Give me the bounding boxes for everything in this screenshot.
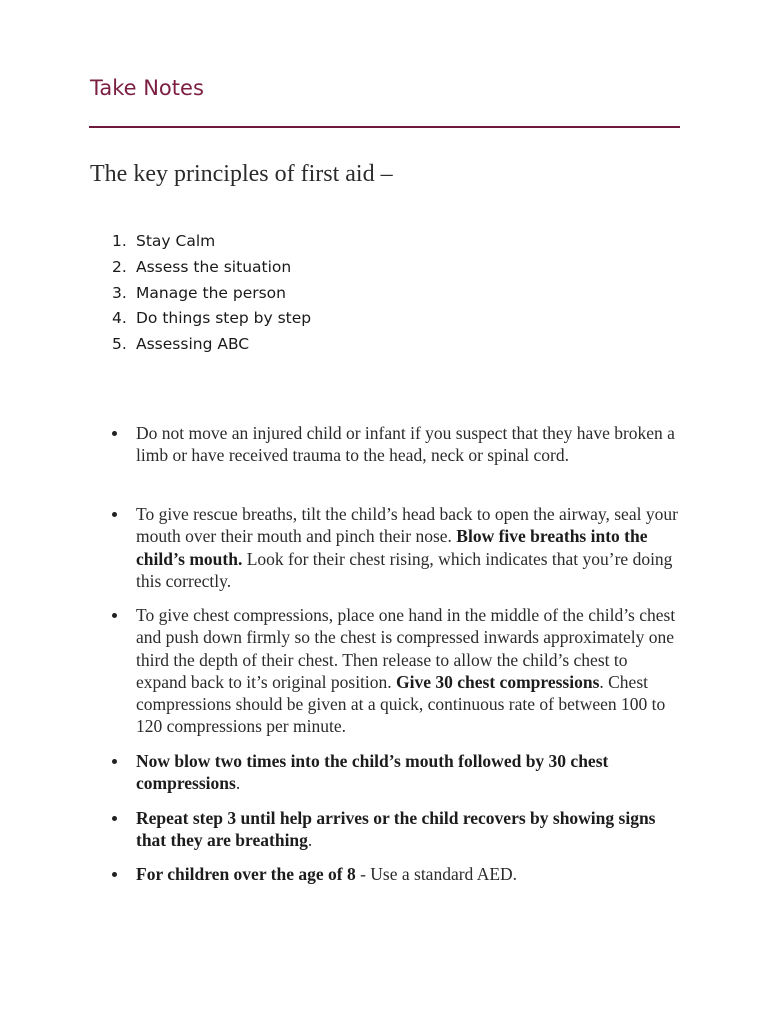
bullet-text [136, 807, 682, 852]
bullet-dot-icon [112, 759, 117, 764]
bullet-item-chest-compressions [112, 604, 682, 738]
bullet-text-plain: . [235, 773, 241, 794]
bullet-text-bold: For children over the age of 8 [136, 864, 356, 884]
bullet-dot-icon [112, 872, 117, 877]
bullet-text-bold: Now blow two times into the child’s mouth followed by 30 chest compressions [136, 751, 609, 794]
bullet-text: Do not move an injured child or infant if you suspect that they have broken a limb or have received trauma to the head, neck or spinal cord. [136, 423, 675, 466]
bullet-item-do-not-move [112, 422, 682, 467]
principle-number: 2. [112, 257, 127, 276]
principle-text: Assess the situation [136, 257, 292, 276]
bullet-text-plain: To give chest compressions, place one hand in the middle of the child’s chest and push down firmly so the chest is compressed inwards approximately one third the depth of their chest. Then release to allow the child’s chest to expand back to it’s original position. [136, 605, 676, 692]
principle-number: 3. [112, 283, 127, 302]
principle-number: 5. [112, 335, 127, 354]
principle-number: 4. [112, 309, 127, 328]
principle-text: Do things step by step [136, 309, 312, 328]
bullet-text [136, 863, 682, 885]
bullet-text-plain: . Chest compressions should be given at a quick, continuous rate of between 100 to 120 compressions per minute. [136, 671, 666, 737]
principle-text: Assessing ABC [136, 335, 250, 354]
bullet-text-bold: Give 30 chest compressions [396, 671, 600, 692]
principle-text: Stay Calm [136, 232, 216, 250]
bullet-text [136, 604, 682, 738]
page-heading: The key principles of first aid – [90, 161, 393, 187]
title-divider [89, 126, 680, 128]
principle-item [112, 281, 311, 307]
bullet-text-bold: Blow five breaths into the child’s mouth. [136, 526, 648, 569]
principle-item [112, 229, 311, 255]
bullet-dot-icon [112, 512, 117, 517]
bullet-text-plain: Look for their chest rising, which indicates that you’re doing this correctly. [136, 548, 673, 591]
bullet-item-rescue-breaths [112, 503, 682, 592]
principle-item [112, 306, 311, 332]
bullet-dot-icon [112, 431, 117, 436]
bullet-text-plain: To give rescue breaths, tilt the child’s head back to open the airway, seal your mouth over their mouth and pinch their nose. [136, 504, 678, 547]
principle-item [112, 332, 311, 358]
bullet-text [136, 503, 682, 592]
bullet-item-aed [112, 863, 682, 885]
bullet-dot-icon [112, 613, 117, 618]
principle-item [112, 255, 311, 281]
bullet-text-bold: Repeat step 3 until help arrives or the child recovers by showing signs that they are breathing [136, 808, 656, 851]
notes-title: Take Notes [90, 76, 204, 100]
bullet-text-plain: . [307, 830, 313, 851]
bullet-dot-icon [112, 816, 117, 821]
bullet-item-repeat-step [112, 807, 682, 852]
principles-list [112, 229, 311, 358]
bullet-text-plain: - Use a standard AED. [355, 864, 518, 884]
principle-number: 1. [112, 232, 127, 250]
bullet-item-blow-two-times [112, 750, 682, 795]
principle-text: Manage the person [136, 283, 286, 302]
bullet-text [136, 750, 682, 795]
